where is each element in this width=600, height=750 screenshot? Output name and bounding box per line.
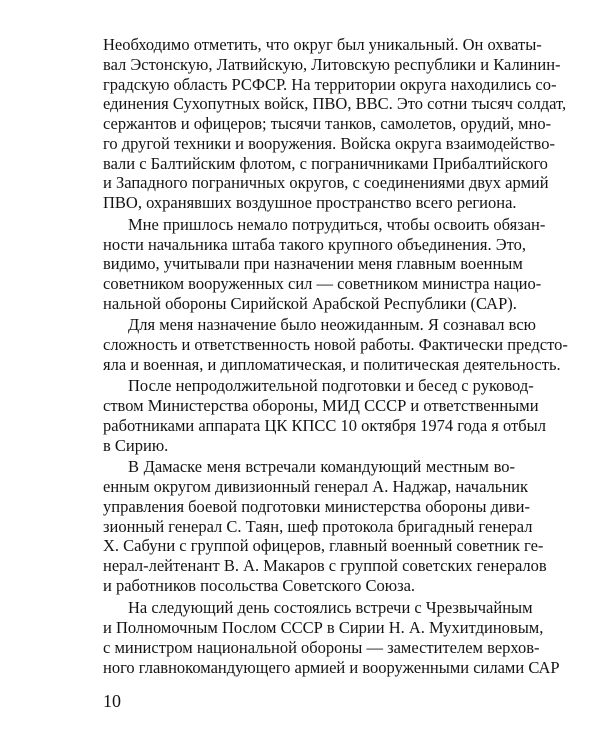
paragraph-first-line: Мне пришлось немало потрудиться, чтобы освоить обязан-: [128, 215, 546, 234]
text-line: Х. Сабуни с группой офицеров, главный военный советник ге-: [103, 536, 544, 555]
text-line: сержантов и офицеров; тысячи танков, самолетов, орудий, мно-: [103, 114, 552, 133]
text-line: и Западного пограничных округов, с соединениями двух армий: [103, 173, 549, 192]
text-line: вал Эстонскую, Латвийскую, Литовскую республики и Калинин-: [103, 55, 561, 74]
text-line: Необходимо отметить, что округ был уникальный. Он охваты-: [103, 35, 542, 54]
text-line: советником вооруженных сил — советником министра нацио-: [103, 274, 542, 293]
text-line: нерал-лейтенант В. А. Макаров с группой советских генералов: [103, 556, 547, 575]
text-line: единения Сухопутных войск, ПВО, ВВС. Это сотни тысяч солдат,: [103, 94, 567, 113]
text-line: ством Министерства обороны, МИД СССР и ответственными: [103, 396, 539, 415]
text-line: зионный генерал С. Таян, шеф протокола бригадный генерал: [103, 517, 533, 536]
text-line: сложность и ответственность новой работы. Фактически предсто-: [103, 335, 568, 354]
text-line: го другой техники и вооружения. Войска округа взаимодейство-: [103, 134, 555, 153]
text-line: ПВО, охранявших воздушное пространство всего региона.: [103, 193, 517, 212]
page-number: 10: [103, 691, 121, 711]
text-line: нальной обороны Сирийской Арабской Республики (САР).: [103, 294, 517, 313]
text-line: в Сирию.: [103, 436, 169, 455]
text-line: вали с Балтийским флотом, с пограничниками Прибалтийского: [103, 154, 548, 173]
text-line: и Полномочным Послом СССР в Сирии Н. А. Мухитдиновым,: [103, 618, 544, 637]
paragraph-first-line: После непродолжительной подготовки и бесед с руковод-: [128, 376, 534, 395]
text-line: ности начальника штаба такого крупного объединения. Это,: [103, 235, 527, 254]
paragraph-first-line: Для меня назначение было неожиданным. Я сознавал всю: [128, 315, 536, 334]
paragraph-first-line: В Дамаске меня встречали командующий местным во-: [128, 457, 515, 476]
text-line: видимо, учитывали при назначении меня главным военным: [103, 254, 523, 273]
text-line: градскую область РСФСР. На территории округа находились со-: [103, 75, 557, 94]
text-line: яла и военная, и дипломатическая, и политическая деятельность.: [103, 355, 561, 374]
paragraph-first-line: На следующий день состоялись встречи с Чрезвычайным: [128, 598, 533, 617]
text-line: ного главнокомандующего армией и вооруженными силами САР: [103, 658, 560, 677]
text-line: и работников посольства Советского Союза.: [103, 576, 416, 595]
text-line: енным округом дивизионный генерал А. Наджар, начальник: [103, 477, 529, 496]
text-line: работниками аппарата ЦК КПСС 10 октября 1974 года я отбыл: [103, 416, 546, 435]
text-line: управления боевой подготовки министерства обороны диви-: [103, 497, 530, 516]
text-line: с министром национальной обороны — заместителем верхов-: [103, 638, 540, 657]
